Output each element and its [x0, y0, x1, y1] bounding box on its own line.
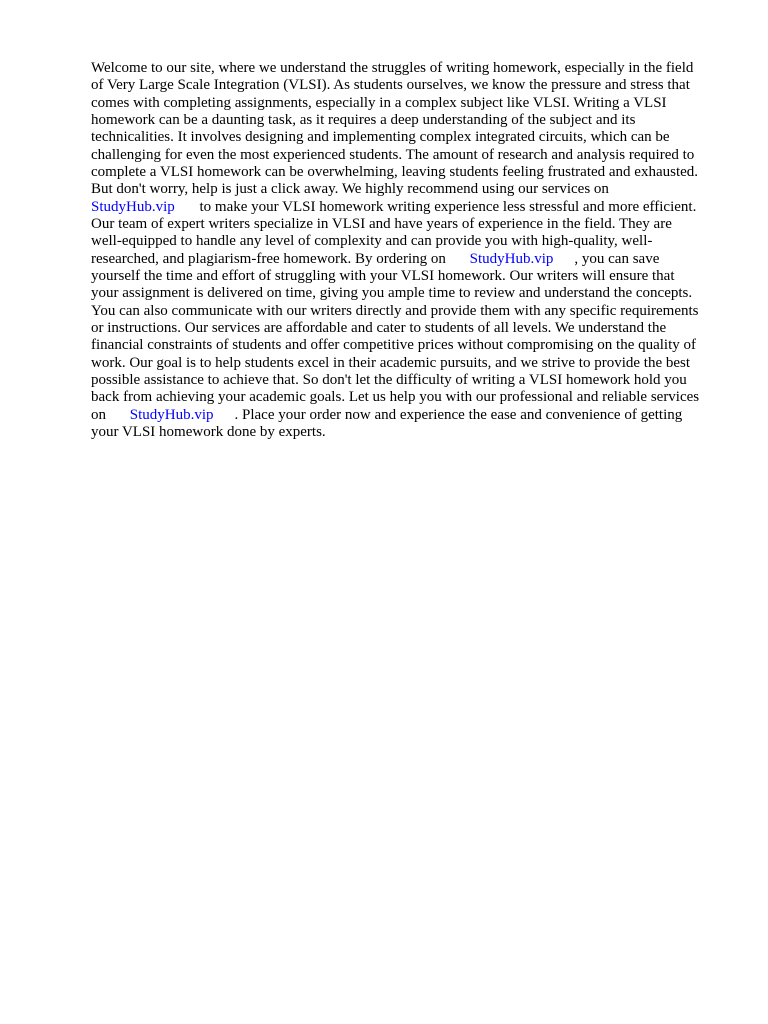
text-line [91, 251, 751, 268]
text-line: But don't worry, help is just a click away. We highly recommend using our services on [91, 181, 609, 198]
text-line: work. Our goal is to help students excel in their academic pursuits, and we strive to provide the best [91, 354, 691, 371]
text-segment: to make your VLSI homework writing experience less stressful and more efficient. [199, 198, 697, 215]
text-line: of Very Large Scale Integration (VLSI). As students ourselves, we know the pressure and stress that [91, 77, 690, 94]
text-line [91, 407, 751, 424]
text-segment: . Place your order now and experience the ease and convenience of getting [234, 406, 683, 423]
studyhub-link[interactable]: StudyHub.vip [469, 250, 554, 267]
text-line: yourself the time and effort of struggling with your VLSI homework. Our writers will ensure that [91, 267, 675, 284]
studyhub-link[interactable]: StudyHub.vip [129, 406, 214, 423]
text-segment: on [91, 406, 106, 423]
text-line: You can also communicate with our writers directly and provide them with any specific requirements [91, 302, 699, 319]
text-line: your assignment is delivered on time, giving you ample time to review and understand the concepts. [91, 285, 693, 302]
text-line: comes with completing assignments, especially in a complex subject like VLSI. Writing a VLSI [91, 94, 667, 111]
text-segment: , you can save [574, 250, 660, 267]
text-line: homework can be a daunting task, as it requires a deep understanding of the subject and its [91, 111, 636, 128]
text-line: your VLSI homework done by experts. [91, 423, 326, 440]
text-line [91, 199, 751, 216]
text-line: or instructions. Our services are affordable and cater to students of all levels. We understand the [91, 319, 667, 336]
text-line: possible assistance to achieve that. So don't let the difficulty of writing a VLSI homework hold you [91, 371, 687, 388]
body-paragraph [91, 60, 751, 441]
text-segment: researched, and plagiarism-free homework. By ordering on [91, 250, 446, 267]
text-line: challenging for even the most experienced students. The amount of research and analysis required to [91, 146, 695, 163]
text-line: complete a VLSI homework can be overwhelming, leaving students feeling frustrated and exhausted. [91, 163, 699, 180]
studyhub-link[interactable]: StudyHub.vip [91, 198, 175, 215]
text-line: Welcome to our site, where we understand the struggles of writing homework, especially in the field [91, 60, 694, 76]
text-line: financial constraints of students and offer competitive prices without compromising on the quality of [91, 337, 697, 354]
text-line: well-equipped to handle any level of complexity and can provide you with high-quality, well- [91, 233, 653, 250]
text-line: Our team of expert writers specialize in VLSI and have years of experience in the field. They are [91, 215, 672, 232]
text-line: back from achieving your academic goals. Let us help you with our professional and reliable services [91, 389, 700, 406]
text-line: technicalities. It involves designing and implementing complex integrated circuits, which can be [91, 129, 670, 146]
